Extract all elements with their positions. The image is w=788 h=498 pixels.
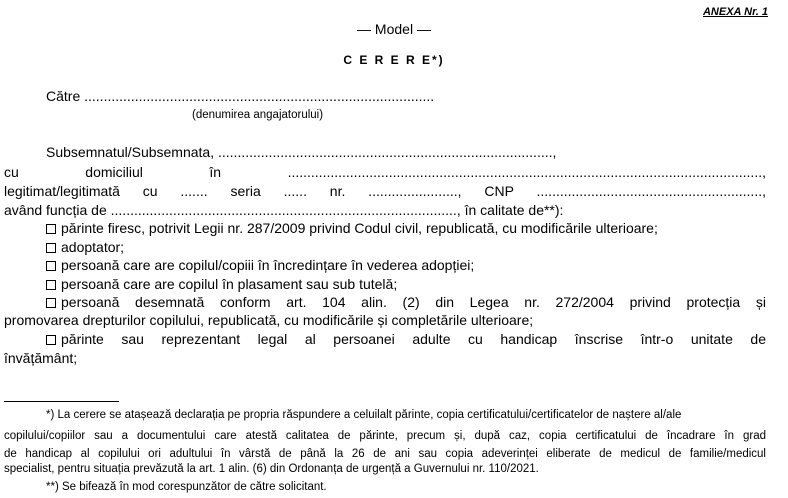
option-label: părinte firesc, potrivit Legii nr. 287/2009 privind Codul civil, republicată, cu modificările ulterioare; [61,220,658,236]
footnote-1-line: specialist, pentru situația prevăzută la art. 1 alin. (6) din Ordonanța de urgență a Guvernului nr. 110/2021. [4,463,539,475]
domiciliu-line: cu domiciliul în .........................................................................................................................., [4,164,766,180]
footnote-1-line: copilului/copiilor sau a documentului care atestă calitatea de părinte, precum și, după caz, copia certificatului de încadrare în grad [4,430,766,442]
option-persoana-desemnata[interactable] [46,294,766,310]
option-label: persoană care are copilul în plasament sau sub tutelă; [61,276,398,292]
option-label: persoană care are copilul/copiii în încredințare în vederea adopției; [61,257,475,273]
checkbox-icon[interactable] [46,224,56,234]
option-reprezentant-legal[interactable] [46,331,766,347]
addressee-caption: (denumirea angajatorului) [192,109,324,121]
option-continuation: promovarea drepturilor copilului, republicată, cu modificările și completările ulterioare; [4,312,534,328]
document-title: C E R E R E*) [343,53,445,67]
footnote-2: **) Se bifează în mod corespunzător de către solicitant. [46,481,327,493]
option-label: părinte sau reprezentant legal al persoanei adulte cu handicap înscrise într-o unitate de [61,331,766,347]
checkbox-icon[interactable] [46,298,56,308]
checkbox-icon[interactable] [46,280,56,290]
functia-line: având funcția de ........................................................................................., în calitate de**): [4,202,564,218]
option-adoptator[interactable] [46,239,124,255]
checkbox-icon[interactable] [46,243,56,253]
addressee-line: Către .......................................................................................... [46,88,435,104]
option-continuation: învățământ; [4,350,78,366]
checkbox-icon[interactable] [46,335,56,345]
option-label: adoptator; [61,239,125,255]
annex-label: ANEXA Nr. 1 [702,6,768,18]
option-label: persoană desemnată conform art. 104 alin. (2) din Legea nr. 272/2004 privind protecția și [61,294,766,310]
subsemnatul-line: Subsemnatul/Subsemnata, ......................................................................................, [46,144,557,160]
checkbox-icon[interactable] [46,261,56,271]
model-label: — Model — [357,21,431,37]
footnote-1-line: *) La cerere se atașează declarația pe propria răspundere a celuilalt părinte, copia certificatului/certificatelor de naștere al/ale [46,409,682,421]
option-parinte-firesc[interactable] [46,220,658,236]
option-incredintare[interactable] [46,257,474,273]
footnote-1-line: de handicap al copilului ori adultului în vârstă de până la 26 de ani sau copia adeverinței eliberate de medicul de familie/medicul [4,448,766,460]
footnote-divider [4,401,119,402]
legitimat-line: legitimat/legitimată cu ....... seria ...... nr. ......................., CNP .........................................................., [4,183,766,199]
option-plasament[interactable] [46,276,397,292]
